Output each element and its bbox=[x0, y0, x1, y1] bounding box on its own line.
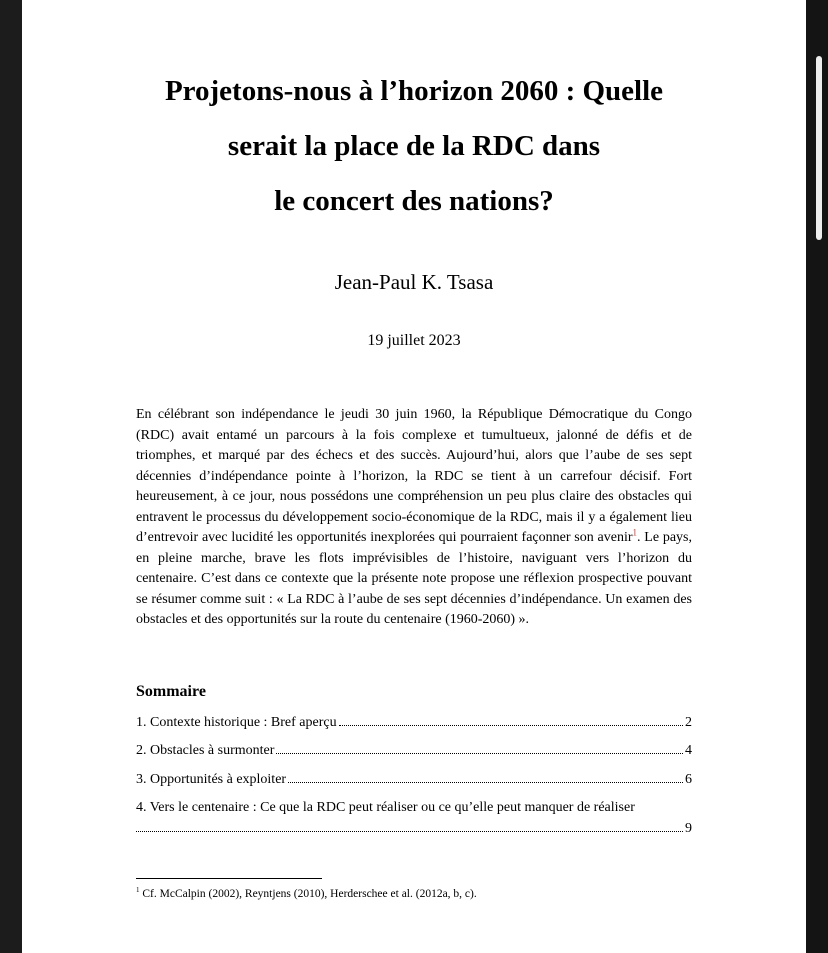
toc-entry-label[interactable]: 2. Obstacles à surmonter bbox=[136, 743, 275, 758]
title-line: le concert des nations? bbox=[274, 185, 554, 217]
title-line: serait la place de la RDC dans bbox=[227, 130, 601, 162]
footnote-separator bbox=[136, 878, 322, 879]
publication-date: 19 juillet 2023 bbox=[367, 332, 461, 349]
toc-entry[interactable] bbox=[136, 714, 692, 732]
toc-entry-label[interactable]: 1. Contexte historique : Bref aperçu bbox=[136, 715, 337, 730]
abstract-text: . Le pays, en pleine marche, brave les flots imprévisibles de l’histoire, naviguant vers l’horizon du centenaire. C’est dans ce contexte que la présente note propose une réflexion prospective pouvant se résumer comme suit : « La RDC à l’aube de ses sept décennies d’indépendance. Un examen des obstacles et des opportunités sur la route du centenaire (1960-2060) ». bbox=[136, 530, 692, 627]
toc-entry-page[interactable]: 4 bbox=[685, 743, 692, 758]
toc-leader-dots bbox=[276, 753, 683, 754]
toc-leader-dots bbox=[288, 782, 683, 783]
toc-entry[interactable] bbox=[136, 771, 692, 789]
toc-entry[interactable] bbox=[136, 799, 692, 838]
document-page bbox=[22, 0, 806, 953]
toc-entry-page[interactable]: 9 bbox=[685, 821, 692, 836]
author-name: Jean-Paul K. Tsasa bbox=[334, 270, 494, 294]
footnote bbox=[136, 886, 477, 900]
toc-entry-page[interactable]: 6 bbox=[685, 772, 692, 787]
toc-entry[interactable] bbox=[136, 742, 692, 760]
toc-leader-dots bbox=[136, 831, 683, 832]
abstract-text: En célébrant son indépendance le jeudi 30 juin 1960, la République Démocratique du Congo (RDC) avait entamé un parcours à la fois complexe et tumultueux, jalonné de défis et de triomphes, et marqué par des échecs et des succès. Aujourd’hui, alors que l’aube de ses sept décennies d’indépendance pointe à l’horizon, la RDC se tient à un carrefour décisif. Fort heureusement, à ce jour, nous possédons une compréhension un peu plus claire des obstacles qui entravent le processus du développement socio-économique de la RDC, mais il y a également lieu d’entrevoir avec lucidité les opportunités inexplorées qui pourraient façonner son avenir bbox=[136, 407, 692, 545]
toc-leader-dots bbox=[339, 725, 683, 726]
toc-entry-label[interactable]: 3. Opportunités à exploiter bbox=[136, 772, 287, 787]
title-line: Projetons-nous à l’horizon 2060 : Quelle bbox=[164, 75, 664, 107]
abstract-paragraph bbox=[136, 405, 692, 631]
toc-heading: Sommaire bbox=[136, 683, 206, 700]
toc-entry-page[interactable]: 2 bbox=[685, 715, 692, 730]
scrollbar-thumb[interactable] bbox=[816, 56, 822, 240]
toc-entry-label[interactable]: 4. Vers le centenaire : Ce que la RDC peut réaliser ou ce qu’elle peut manquer de réaliser bbox=[136, 800, 635, 815]
footnote-reference[interactable]: 1 bbox=[632, 527, 637, 538]
footnote-text: Cf. McCalpin (2002), Reyntjens (2010), Herderschee et al. (2012a, b, c). bbox=[139, 887, 477, 900]
viewer-left-margin bbox=[0, 0, 22, 953]
document-title bbox=[22, 64, 806, 229]
footnote-number: 1 bbox=[136, 886, 140, 894]
